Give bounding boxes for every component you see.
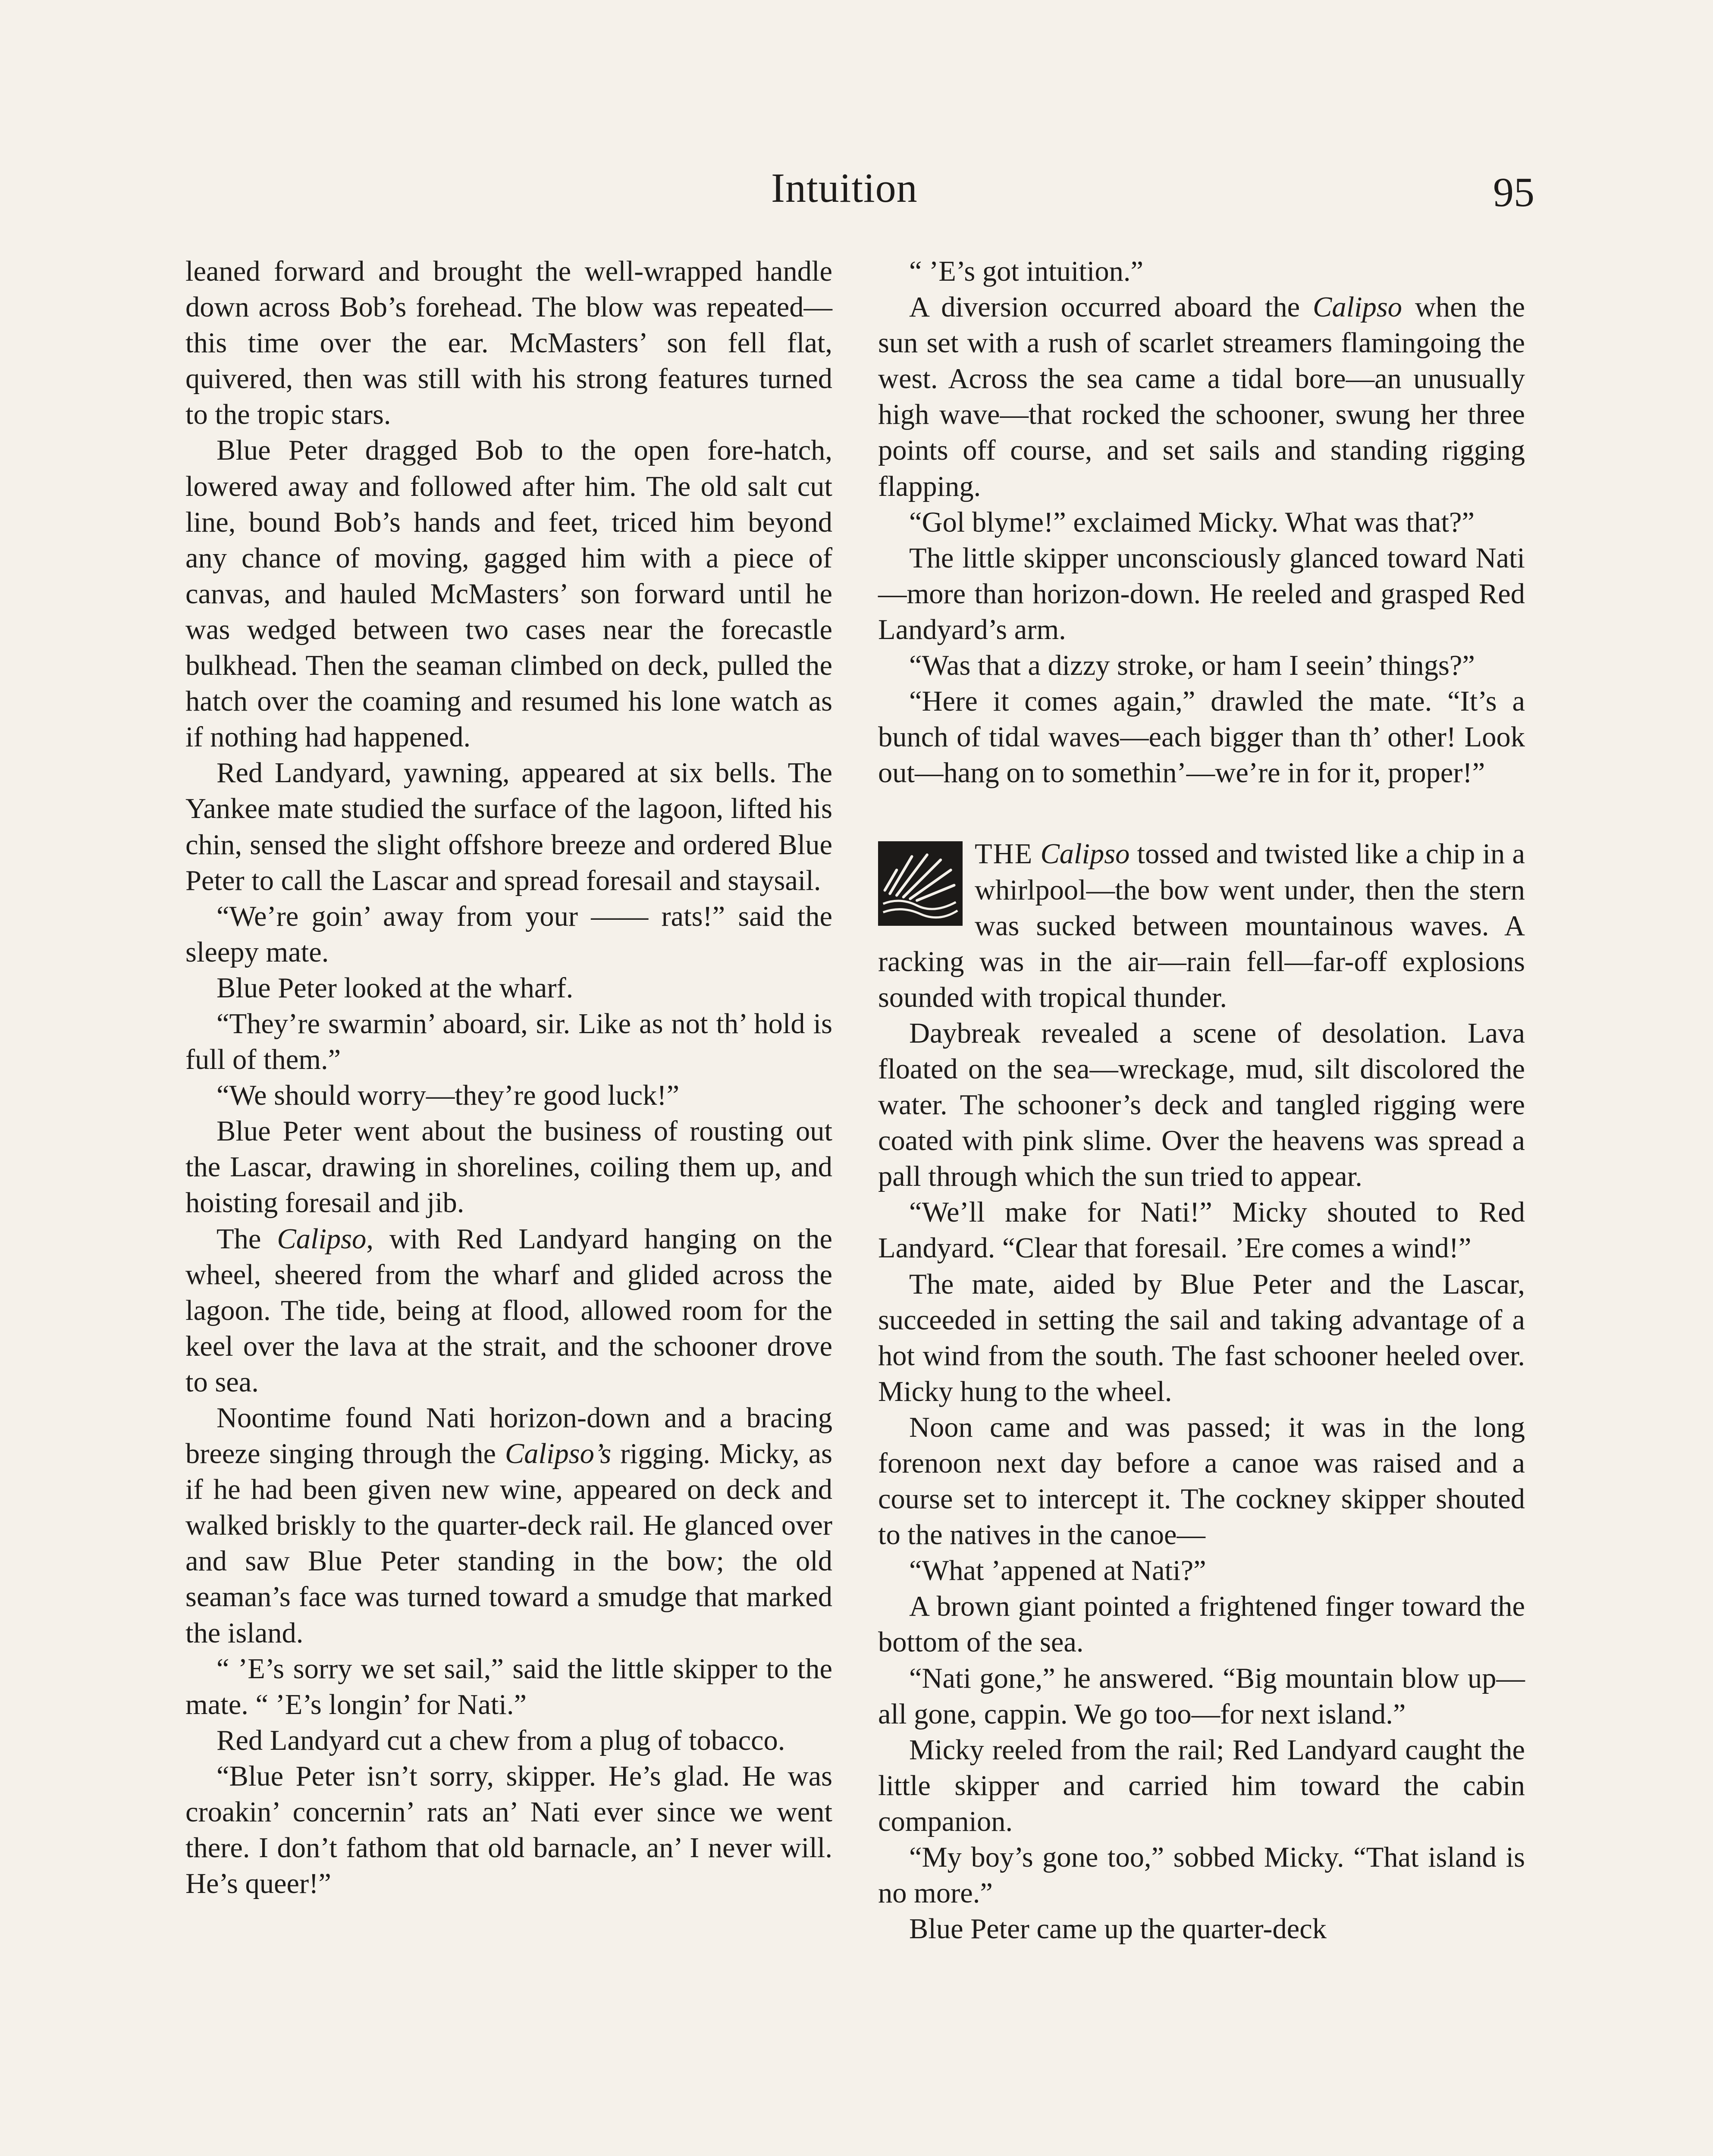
text-run: rigging. Micky, as if he had been given new wine, appeared on deck and walked briskly to the quarter-deck rail. He glanced over and saw Blue Peter standing in the bow; the old seaman’s face was turned toward a smudge that marked the island. — [185, 1438, 832, 1649]
sunburst-wave-icon — [878, 841, 963, 926]
paragraph: Daybreak revealed a scene of desolation. Lava floated on the sea—wreckage, mud, silt discolored the water. The schooner’s deck and tangled rigging were coated with pink slime. Over the heavens was spread a pall through which the sun tried to appear. — [878, 1017, 1525, 1193]
paragraph — [185, 1400, 832, 1651]
text-run: , with Red Landyard hanging on the wheel, sheered from the wharf and glided across the lagoon. The tide, being at flood, allowed room for the keel over the lava at the strait, and the schooner drove to sea. — [185, 1223, 832, 1398]
paragraph: “Blue Peter isn’t sorry, skipper. He’s glad. He was croakin’ concernin’ rats an’ Nati ever since we went there. I don’t fathom that old barnacle, an’ I never will. He’s queer!” — [185, 1760, 832, 1900]
text-run: A diversion occurred aboard the — [909, 291, 1313, 323]
paragraph: The mate, aided by Blue Peter and the Lascar, succeeded in setting the sail and taking advantage of a hot wind from the south. The fast schooner heeled over. Micky hung to the wheel. — [878, 1268, 1525, 1407]
paragraph: Noon came and was passed; it was in the long forenoon next day before a canoe was raised and a course set to intercept it. The cockney skipper shouted to the natives in the canoe— — [878, 1411, 1525, 1551]
right-column — [878, 254, 1525, 1947]
ship-name: Calipso — [1313, 291, 1402, 323]
ship-name: Calipso — [277, 1223, 367, 1255]
paragraph: “What ’appened at Nati?” — [909, 1555, 1206, 1587]
text-run: when the sun set with a rush of scarlet streamers flamingoing the west. Across the sea came a tidal bore—an unusually high wave—that rocked the schooner, swung her three points off course, and set sails and standing rigging flapping. — [878, 291, 1525, 502]
paragraph: A brown giant pointed a frightened finger toward the bottom of the sea. — [878, 1591, 1525, 1658]
page-number: 95 — [1493, 169, 1534, 215]
paragraph: “My boy’s gone too,” sobbed Micky. “That island is no more.” — [878, 1842, 1525, 1909]
paragraph: “They’re swarmin’ aboard, sir. Like as not th’ hold is full of them.” — [185, 1008, 832, 1076]
paragraph: “ ’E’s got intuition.” — [909, 256, 1144, 287]
paragraph: Blue Peter dragged Bob to the open fore-hatch, lowered away and followed after him. The old salt cut line, bound Bob’s hands and feet, triced him beyond any chance of moving, gagged him with a piece of canvas, and hauled McMasters’ son forward until he was wedged between two cases near the forecastle bulkhead. Then the seaman climbed on deck, pulled the hatch over the coaming and resumed his lone watch as if nothing had happened. — [185, 435, 832, 753]
paragraph: Blue Peter went about the business of rousting out the Lascar, drawing in shorelines, coiling them up, and hoisting foresail and jib. — [185, 1116, 832, 1219]
left-column — [185, 254, 832, 1902]
ship-name: Calipso’s — [505, 1438, 612, 1470]
text-run: The — [216, 1223, 277, 1255]
paragraph: The little skipper unconsciously glanced toward Nati—more than horizon-down. He reeled and grasped Red Landyard’s arm. — [878, 542, 1525, 646]
section-ornament — [878, 841, 963, 926]
paragraph: Red Landyard cut a chew from a plug of tobacco. — [216, 1724, 785, 1756]
paragraph: “We’ll make for Nati!” Micky shouted to Red Landyard. “Clear that foresail. ’Ere comes a wind!” — [878, 1197, 1525, 1264]
paragraph: “Was that a dizzy stroke, or ham I seein’ things?” — [909, 650, 1475, 682]
paragraph: “ ’E’s sorry we set sail,” said the little skipper to the mate. “ ’E’s longin’ for Nati.” — [185, 1653, 832, 1720]
paragraph: “Gol blyme!” exclaimed Micky. What was that?” — [909, 506, 1475, 538]
paragraph: leaned forward and brought the well-wrapped handle down across Bob’s forehead. The blow was repeated—this time over the ear. McMasters’ son fell flat, quivered, then was still with his strong features turned to the tropic stars. — [185, 256, 832, 431]
page-header — [0, 164, 1713, 229]
paragraph: “We’re goin’ away from your —— rats!” said the sleepy mate. — [185, 900, 832, 968]
section-opening-paragraph — [878, 836, 1525, 1015]
opening-caps: THE — [975, 838, 1033, 870]
paragraph: “Nati gone,” he answered. “Big mountain blow up—all gone, cappin. We go too—for next island.” — [878, 1662, 1525, 1730]
running-head: Intuition — [771, 165, 918, 211]
ship-name: Calipso — [1040, 838, 1130, 870]
paragraph: “Here it comes again,” drawled the mate. “It’s a bunch of tidal waves—each bigger than th’ other! Look out—hang on to somethin’—we’re in for it, proper!” — [878, 686, 1525, 789]
paragraph — [878, 289, 1525, 505]
paragraph: Red Landyard, yawning, appeared at six bells. The Yankee mate studied the surface of the lagoon, lifted his chin, sensed the slight offshore breeze and ordered Blue Peter to call the Lascar and spread foresail and staysail. — [185, 757, 832, 896]
paragraph — [185, 1221, 832, 1400]
paragraph: Micky reeled from the rail; Red Landyard caught the little skipper and carried him toward the cabin companion. — [878, 1734, 1525, 1837]
paragraph: Blue Peter came up the quarter-deck — [909, 1913, 1327, 1945]
paragraph: Blue Peter looked at the wharf. — [216, 972, 574, 1004]
paragraph: “We should worry—they’re good luck!” — [216, 1080, 680, 1112]
text-run: tossed and twisted like a chip in a whirlpool—the bow went under, then the stern was sucked between mountainous waves. A racking was in the air—rain fell—far-off explosions sounded with tropical thunder. — [878, 838, 1525, 1013]
text-run: Noontime found Nati horizon-down and a bracing breeze singing through the — [185, 1402, 832, 1470]
